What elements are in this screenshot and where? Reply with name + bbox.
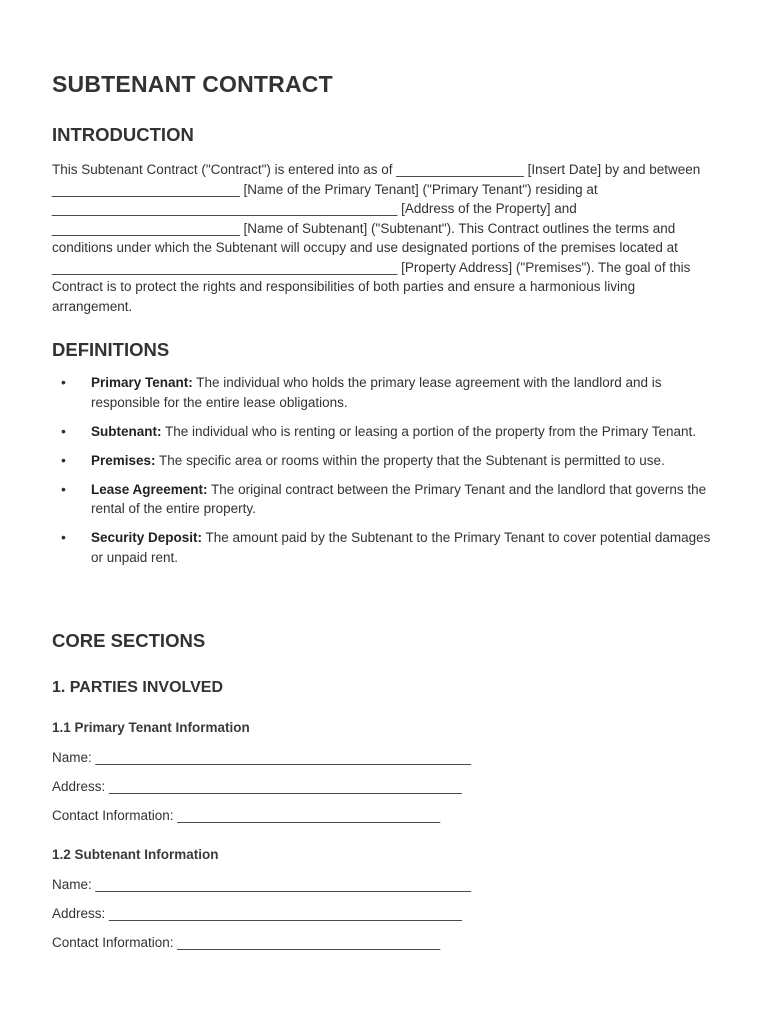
definitions-heading: DEFINITIONS — [52, 339, 170, 360]
bullet-icon: • — [61, 529, 66, 545]
definition-text: The specific area or rooms within the property that the Subtenant is permitted to use. — [155, 452, 665, 468]
bullet-icon: • — [61, 480, 66, 497]
definition-term: Subtenant: — [91, 423, 162, 439]
introduction-paragraph: This Subtenant Contract ("Contract") is entered into as of _________________ [Insert Date] by and between _________________________ [Name of the Primary Tenant] ("Primary Tenant") residing at ______________________________________________ [Address of the Property] and _________________________ [Name of Subtenant] ("Subtenant"). This Contract outlines the terms and conditions under which the Subtenant will occupy and use designated portions of the premises located at ______________________________________________ [Property Address] ("Premises"). The goal of this Contract is to protect the rights and responsibilities of both parties and ensure a harmonious living arrangement. — [52, 162, 701, 314]
primary-tenant-name-field: Name: __________________________________________________ — [52, 750, 471, 765]
bullet-icon: • — [61, 374, 66, 390]
bullet-icon: • — [61, 422, 66, 439]
subtenant-info-heading: 1.2 Subtenant Information — [52, 847, 219, 862]
definition-item — [52, 480, 722, 519]
primary-tenant-address-field: Address: _______________________________________________ — [52, 779, 462, 794]
subtenant-address-field: Address: _______________________________________________ — [52, 906, 462, 921]
primary-tenant-info-heading: 1.1 Primary Tenant Information — [52, 720, 250, 735]
definition-term: Lease Agreement: — [91, 481, 208, 497]
definition-term: Primary Tenant: — [91, 375, 193, 390]
subtenant-name-field: Name: __________________________________________________ — [52, 877, 471, 892]
subtenant-contact-field: Contact Information: ___________________________________ — [52, 935, 441, 950]
definition-text: The individual who is renting or leasing a portion of the property from the Primary Tenant. — [161, 423, 697, 439]
parties-involved-heading: 1. PARTIES INVOLVED — [52, 679, 223, 696]
bullet-icon: • — [61, 451, 66, 468]
definition-item — [52, 451, 722, 471]
introduction-heading: INTRODUCTION — [52, 124, 194, 145]
definition-item — [52, 528, 722, 567]
definition-item — [52, 373, 722, 412]
definition-text: The individual who holds the primary lease agreement with the landlord and is responsible for the entire lease obligations. — [91, 375, 662, 410]
primary-tenant-contact-field: Contact Information: ___________________________________ — [52, 808, 441, 823]
definition-text: The amount paid by the Subtenant to the Primary Tenant to cover potential damages or unpaid rent. — [91, 530, 711, 565]
definition-term: Premises: — [91, 452, 156, 468]
definition-term: Security Deposit: — [91, 530, 203, 545]
core-sections-heading: CORE SECTIONS — [52, 630, 206, 651]
definition-text: The original contract between the Primary Tenant and the landlord that governs the rental of the entire property. — [91, 481, 707, 516]
definition-item — [52, 422, 722, 442]
document-title: SUBTENANT CONTRACT — [52, 71, 333, 97]
definitions-list — [52, 373, 722, 577]
